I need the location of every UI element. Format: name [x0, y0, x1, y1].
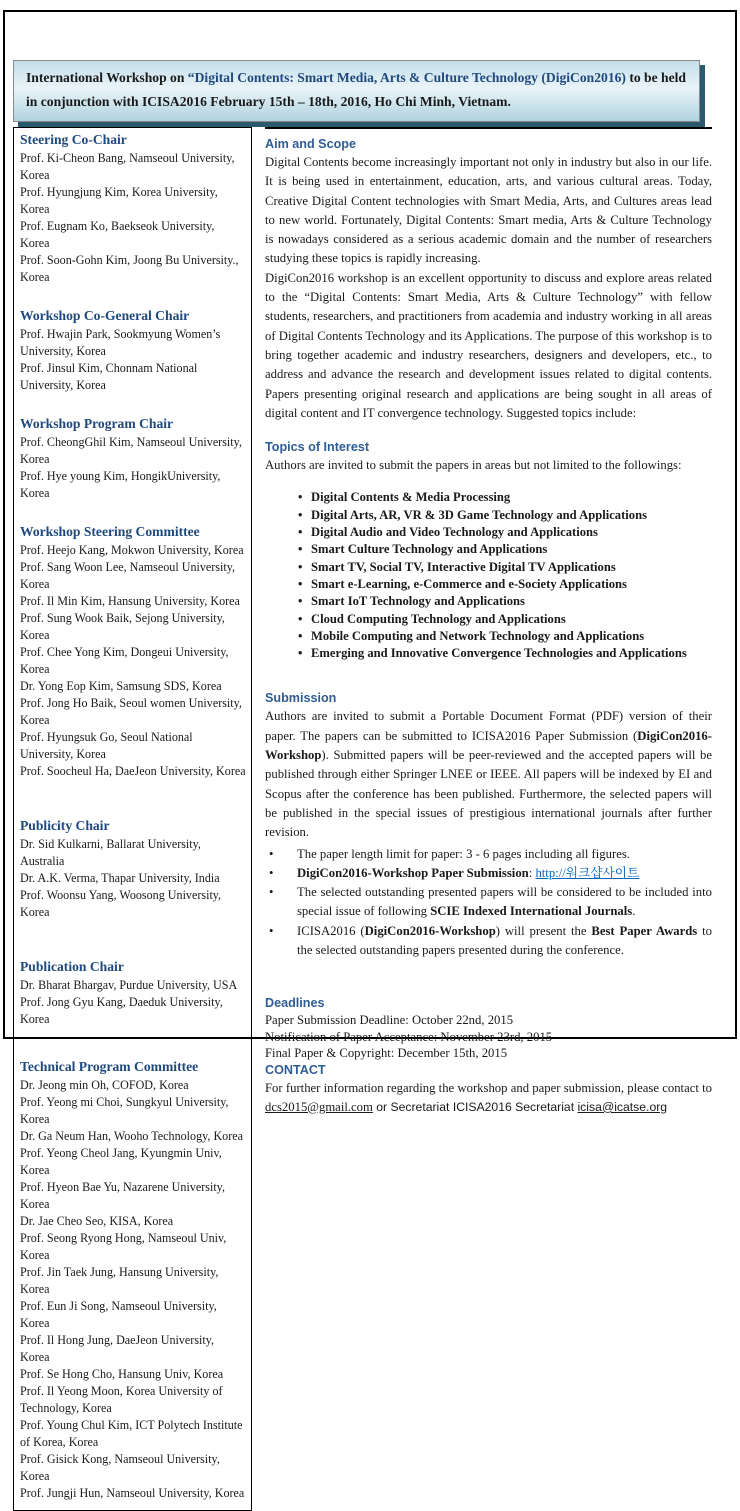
- topics-of-interest-heading: Topics of Interest: [265, 440, 370, 455]
- section-title: Technical Program Committee: [20, 1059, 199, 1074]
- committee-member: Prof. Jinsul Kim, Chonnam National University, Korea: [20, 361, 198, 392]
- committee-member: Prof. Yeong mi Choi, Sungkyul University, Korea: [20, 1095, 229, 1126]
- section-title: Workshop Program Chair: [20, 416, 174, 431]
- contact-heading: CONTACT: [265, 1062, 326, 1077]
- committee-member: Prof. Hyungjung Kim, Korea University, Korea: [20, 185, 218, 216]
- committee-member: Prof. Eun Ji Song, Namseoul University, Korea: [20, 1299, 217, 1330]
- committee-member: Prof. Eugnam Ko, Baekseok University, Korea: [20, 219, 215, 250]
- workshop-label: DigiCon2016-Workshop: [364, 923, 496, 938]
- deadlines-heading: Deadlines: [265, 996, 325, 1011]
- banner-text-suffix: to be held in conjunction with ICISA2016 February 15th – 18th, 2016, Ho Chi Minh, Vietnam.: [26, 70, 686, 109]
- committee-member: Prof. Jin Taek Jung, Hansung University, Korea: [20, 1265, 219, 1296]
- section-steering-co-chair: [20, 131, 246, 286]
- committee-member: Dr. Bharat Bhargav, Purdue University, USA: [20, 978, 238, 992]
- bullet-text: ICISA2016 (: [297, 923, 365, 938]
- committee-member: Prof. Il Yeong Moon, Korea University of Technology, Korea: [20, 1384, 223, 1415]
- committee-member: Prof. Jong Gyu Kang, Daeduk University, Korea: [20, 995, 223, 1026]
- committee-member: Prof. Il Hong Jung, DaeJeon University, Korea: [20, 1333, 215, 1364]
- committee-member: Dr. Yong Eop Kim, Samsung SDS, Korea: [20, 679, 222, 693]
- topic-item: • Digital Contents & Media Processing: [298, 489, 712, 506]
- committee-member: Prof. Il Min Kim, Hansung University, Korea: [20, 594, 240, 608]
- contact-paragraph: [265, 1079, 712, 1118]
- committee-member: Prof. Soon-Gohn Kim, Joong Bu University., Korea: [20, 253, 239, 284]
- topics-list: [265, 489, 712, 662]
- committee-member: Prof. Sung Wook Baik, Sejong University, Korea: [20, 611, 225, 642]
- submission-text-bold: DigiCon2016-Workshop: [265, 728, 712, 763]
- submission-bullet-list: [265, 845, 712, 961]
- bullet-text: to the selected outstanding papers presented during the conference.: [297, 923, 712, 957]
- section-steering-committee: [20, 523, 246, 780]
- workshop-title-banner: [13, 60, 700, 122]
- section-publication-chair: [20, 958, 246, 1028]
- committee-member: Dr. Ga Neum Han, Wooho Technology, Korea: [20, 1129, 243, 1143]
- section-title: Publication Chair: [20, 959, 124, 974]
- topic-item: • Smart TV, Social TV, Interactive Digital TV Applications: [298, 559, 712, 576]
- aim-paragraph-1: Digital Contents become increasingly important not only in industry but also in our life. It is being used in entertainment, education, arts, and various cultural areas. Today, Creative Digital Content technologies with Smart Media, Arts, and Cultures areas lead to new world. Fortunately, Digital Contents: Smart media, Arts & Culture Technology is nowadays considered as a serious academic domain and the number of researchers studying these topics is rapidly increasing.: [265, 155, 712, 266]
- deadline-item: Paper Submission Deadline: October 22nd, 2015: [265, 1013, 514, 1028]
- topic-item: • Mobile Computing and Network Technology and Applications: [298, 628, 712, 645]
- committee-member: Prof. Heejo Kang, Mokwon University, Korea: [20, 543, 244, 557]
- committee-member: Prof. Young Chul Kim, ICT Polytech Institute of Korea, Korea: [20, 1418, 243, 1449]
- section-program-chair: [20, 415, 246, 502]
- committee-member: Prof. Hwajin Park, Sookmyung Women’s University, Korea: [20, 327, 221, 358]
- deadline-item: Final Paper & Copyright: December 15th, 2015: [265, 1046, 508, 1061]
- submission-bullet: [265, 922, 712, 961]
- committee-member: Prof. Seong Ryong Hong, Namseoul Univ, Korea: [20, 1231, 227, 1262]
- committee-member: Prof. Sang Woon Lee, Namseoul University, Korea: [20, 560, 235, 591]
- deadline-item: Notification of Paper Acceptance: November 23rd, 2015: [265, 1029, 553, 1044]
- two-column-layout: [13, 127, 712, 1511]
- contact-secretariat-text: or Secretariat ICISA2016 Secretariat: [372, 1099, 578, 1114]
- aim-and-scope-heading: Aim and Scope: [265, 137, 356, 151]
- committee-member: Dr. Jae Cheo Seo, KISA, Korea: [20, 1214, 174, 1228]
- aim-paragraph-2: DigiCon2016 workshop is an excellent opportunity to discuss and explore areas related to the “Digital Contents: Smart Media, Arts & Culture Technology” with fellow students, researchers, and practitioners from academia and industry working in all areas of Digital Contents Technology and its Applications. The purpose of this workshop is to bring together academic and industry researchers, designers and developers, etc., to address and advance the research and development issues related to digital contents. Papers presenting original research and applications are being sought in all areas of digital content and IT convergence technology. Suggested topics include:: [265, 270, 712, 420]
- topic-item: • Cloud Computing Technology and Applications: [298, 611, 712, 628]
- committee-member: Prof. Hyungsuk Go, Seoul National University, Korea: [20, 730, 193, 761]
- section-co-general-chair: [20, 307, 246, 394]
- section-title: Steering Co-Chair: [20, 132, 127, 147]
- committee-member: Prof. Hyeon Bae Yu, Nazarene University, Korea: [20, 1180, 225, 1211]
- submission-bullet: [265, 864, 712, 883]
- contact-email-dcs2015[interactable]: dcs2015@gmail.com: [265, 1099, 373, 1114]
- committee-member: Prof. CheongGhil Kim, Namseoul University, Korea: [20, 435, 242, 466]
- submission-heading: Submission: [265, 691, 337, 706]
- topics-intro: Authors are invited to submit the papers in areas but not limited to the followings:: [265, 458, 682, 473]
- bullet-text: The selected outstanding presented papers will be considered to be included into special issue of following: [297, 885, 712, 919]
- submission-text-post: ). Submitted papers will be peer-reviewed and the accepted papers will be published through either Springer LNEE or IEEE. All papers will be indexed by EI and Scopus after the conference has been published. Furthermore, the selected papers will be published in the special issues of prestigious international journals after further revision.: [265, 748, 712, 840]
- committee-member: Prof. Yeong Cheol Jang, Kyungmin Univ, Korea: [20, 1146, 222, 1177]
- submission-bullet: • The paper length limit for paper: 3 - 6 pages including all figures.: [265, 845, 712, 864]
- scie-journals-label: SCIE Indexed International Journals: [430, 904, 633, 919]
- committees-panel: [13, 127, 252, 1511]
- section-title: Workshop Steering Committee: [20, 524, 200, 539]
- section-publicity-chair: [20, 817, 246, 921]
- content-panel: [265, 127, 712, 1117]
- best-paper-awards-label: Best Paper Awards: [591, 923, 698, 938]
- paper-submission-label: DigiCon2016-Workshop Paper Submission: [297, 865, 529, 880]
- committee-member: Prof. Hye young Kim, HongikUniversity, Korea: [20, 469, 221, 500]
- topic-item: • Smart e-Learning, e-Commerce and e-Society Applications: [298, 576, 712, 593]
- submission-paragraph: [265, 707, 712, 842]
- topic-item: • Smart IoT Technology and Applications: [298, 593, 712, 610]
- committee-member: Prof. Ki-Cheon Bang, Namseoul University, Korea: [20, 151, 235, 182]
- topic-item: • Digital Arts, AR, VR & 3D Game Technology and Applications: [298, 507, 712, 524]
- bullet-text: .: [632, 904, 636, 919]
- topic-item: • Emerging and Innovative Convergence Technologies and Applications: [298, 645, 712, 662]
- committee-member: Dr. Sid Kulkarni, Ballarat University, Australia: [20, 837, 201, 868]
- committee-member: Prof. Soocheul Ha, DaeJeon University, Korea: [20, 764, 246, 778]
- banner-text-highlight: “Digital Contents: Smart Media, Arts & Culture Technology (DigiCon2016): [187, 70, 626, 85]
- deadlines-list: [265, 1012, 712, 1061]
- paper-submission-link[interactable]: http://워크샵사이트: [535, 865, 640, 880]
- submission-text-pre: Authors are invited to submit a Portable Document Format (PDF) version of their paper. The papers can be submitted to ICISA2016 Paper Submission (: [265, 709, 712, 743]
- contact-text: For further information regarding the workshop and paper submission, please contact to: [265, 1080, 712, 1095]
- section-technical-program-committee: [20, 1058, 246, 1502]
- section-title: Publicity Chair: [20, 818, 110, 833]
- committee-member: Prof. Woonsu Yang, Woosong University, Korea: [20, 888, 222, 919]
- committee-member: Prof. Jong Ho Baik, Seoul women University, Korea: [20, 696, 242, 727]
- committee-member: Prof. Jungji Hun, Namseoul University, Korea: [20, 1486, 245, 1500]
- committee-member: Prof. Chee Yong Kim, Dongeui University, Korea: [20, 645, 229, 676]
- topic-item: • Digital Audio and Video Technology and Applications: [298, 524, 712, 541]
- contact-email-icisa[interactable]: icisa@icatse.org: [577, 1099, 668, 1114]
- section-title: Workshop Co-General Chair: [20, 308, 190, 323]
- committee-member: Prof. Se Hong Cho, Hansung Univ, Korea: [20, 1367, 224, 1381]
- banner-text-prefix: International Workshop on: [26, 70, 188, 85]
- committee-member: Prof. Gisick Kong, Namseoul University, Korea: [20, 1452, 220, 1483]
- submission-bullet: [265, 883, 712, 922]
- committee-member: Dr. A.K. Verma, Thapar University, India: [20, 871, 220, 885]
- separator: :: [528, 865, 536, 880]
- committee-member: Dr. Jeong min Oh, COFOD, Korea: [20, 1078, 189, 1092]
- topic-item: • Smart Culture Technology and Applications: [298, 541, 712, 558]
- bullet-text: ) will present the: [495, 923, 592, 938]
